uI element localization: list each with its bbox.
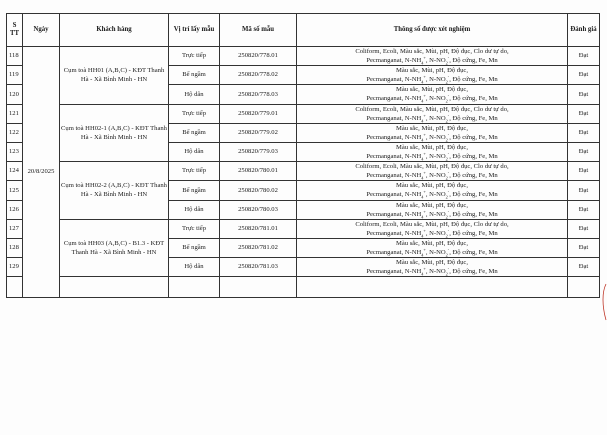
sample-code: 250820/781.01: [220, 219, 297, 238]
tested-parameters: [297, 219, 568, 238]
rating: Đạt: [568, 66, 600, 85]
rating: Đạt: [568, 85, 600, 104]
rating: Đạt: [568, 123, 600, 142]
tested-parameters: [297, 47, 568, 66]
tests-line-2: Pecmanganat, $N-NH_4^+$, $N-NO_2^-$, Độ cứng, Fe, Mn: [366, 246, 498, 258]
tests-line-2: Pecmanganat, $N-NH_4^+$, $N-NO_2^-$, Độ cứng, Fe, Mn: [366, 227, 498, 239]
customer-name: Cụm toà HH02-2 (A,B,C) - KĐT Thanh Hà - Xã Bình Minh - HN: [60, 162, 169, 220]
rating: Đạt: [568, 162, 600, 181]
sample-location: Bể ngầm: [169, 238, 220, 257]
tested-parameters: [297, 123, 568, 142]
sample-code: 250820/779.03: [220, 142, 297, 161]
table-header-row: [7, 14, 600, 47]
tests-line-2: Pecmanganat, $N-NH_4^+$, $N-NO_2^-$, Độ cứng, Fe, Mn: [366, 150, 498, 162]
sample-code: 250820/779.02: [220, 123, 297, 142]
tests-line-1: Màu sắc, Mùi, pH, Độ đục,: [396, 259, 468, 267]
blank-cell: [297, 277, 568, 298]
rating: Đạt: [568, 238, 600, 257]
customer-name: Cụm toà HH02-1 (A,B,C) - KĐT Thanh Hà - Xã Bình Minh - HN: [60, 104, 169, 162]
tests-line-1: Màu sắc, Mùi, pH, Độ đục,: [396, 86, 468, 94]
rating: Đạt: [568, 219, 600, 238]
sample-location: Bể ngầm: [169, 123, 220, 142]
tests-line-2: Pecmanganat, $N-NH_4^+$, $N-NO_2^-$, Độ cứng, Fe, Mn: [366, 93, 498, 104]
table-row: [7, 47, 600, 66]
blank-cell: [568, 277, 600, 298]
sample-location: Trực tiếp: [169, 219, 220, 238]
tests-line-1: Màu sắc, Mùi, pH, Độ đục,: [396, 239, 468, 247]
sample-code: 250820/780.02: [220, 181, 297, 200]
row-stt: 129: [7, 258, 23, 277]
sample-date: 20/8/2025: [23, 47, 60, 298]
tests-line-2: Pecmanganat, $N-NH_4^+$, $N-NO_2^-$, Độ cứng, Fe, Mn: [366, 131, 498, 143]
row-stt: 123: [7, 142, 23, 161]
tests-line-1: Màu sắc, Mùi, pH, Độ đục,: [396, 201, 468, 209]
row-stt: 118: [7, 47, 23, 66]
blank-row: [7, 277, 600, 298]
row-stt: 128: [7, 238, 23, 257]
sample-location: Trực tiếp: [169, 47, 220, 66]
rating: Đạt: [568, 47, 600, 66]
table-row: [7, 219, 600, 238]
tests-line-1: Màu sắc, Mùi, pH, Độ đục,: [396, 67, 468, 75]
tests-line-2: Pecmanganat, $N-NH_4^+$, $N-NO_2^-$, Độ cứng, Fe, Mn: [366, 112, 498, 123]
tested-parameters: [297, 200, 568, 219]
header-rating: Đánh giá: [568, 14, 600, 47]
table-row: [7, 104, 600, 123]
sample-location: Bể ngầm: [169, 181, 220, 200]
tested-parameters: [297, 181, 568, 200]
rating: Đạt: [568, 142, 600, 161]
tested-parameters: [297, 238, 568, 257]
sample-code: 250820/781.03: [220, 258, 297, 277]
tests-line-1: Màu sắc, Mùi, pH, Độ đục,: [396, 124, 468, 132]
header-location: Vị trí lấy mẫu: [169, 14, 220, 47]
header-customer: Khách hàng: [60, 14, 169, 47]
tests-line-1: Coliform, Ecoli, Màu sắc, Mùi, pH, Độ đục, Clo dư tự do,: [355, 163, 509, 171]
tested-parameters: [297, 162, 568, 181]
table-row: [7, 162, 600, 181]
tests-line-2: Pecmanganat, $N-NH_4^+$, $N-NO_2^-$, Độ cứng, Fe, Mn: [366, 54, 498, 66]
tests-line-1: Coliform, Ecoli, Màu sắc, Mùi, pH, Độ đục, Clo dư tự do,: [355, 48, 509, 56]
sample-location: Hộ dân: [169, 258, 220, 277]
tests-line-2: Pecmanganat, $N-NH_4^+$, $N-NO_2^-$, Độ cứng, Fe, Mn: [366, 265, 498, 277]
sample-code: 250820/778.02: [220, 66, 297, 85]
sample-location: Bể ngầm: [169, 66, 220, 85]
sample-location: Trực tiếp: [169, 162, 220, 181]
row-stt: 120: [7, 85, 23, 104]
sample-location: Hộ dân: [169, 85, 220, 104]
row-stt: 126: [7, 200, 23, 219]
row-stt: 121: [7, 104, 23, 123]
row-stt: 124: [7, 162, 23, 181]
blank-cell: [220, 277, 297, 298]
tests-line-1: Coliform, Ecoli, Màu sắc, Mùi, pH, Độ đục, Clo dư tự do,: [355, 220, 509, 228]
row-stt: 127: [7, 219, 23, 238]
sample-location: Hộ dân: [169, 142, 220, 161]
tested-parameters: [297, 258, 568, 277]
sample-location: Hộ dân: [169, 200, 220, 219]
sample-code: 250820/778.03: [220, 85, 297, 104]
header-stt: S TT: [7, 14, 23, 47]
sample-code: 250820/781.02: [220, 238, 297, 257]
blank-cell: [60, 277, 169, 298]
tests-line-1: Màu sắc, Mùi, pH, Độ đục,: [396, 182, 468, 190]
rating: Đạt: [568, 181, 600, 200]
blank-cell: [7, 277, 23, 298]
customer-name: Cụm toà HH03 (A,B,C) - B1.3 - KĐT Thanh Hà - Xã Bình Minh - HN: [60, 219, 169, 277]
test-results-table: [6, 13, 600, 298]
row-stt: 125: [7, 181, 23, 200]
blank-cell: [169, 277, 220, 298]
tested-parameters: [297, 85, 568, 104]
tests-line-2: Pecmanganat, $N-NH_4^+$, $N-NO_2^-$, Độ cứng, Fe, Mn: [366, 170, 498, 181]
tested-parameters: [297, 104, 568, 123]
tests-line-2: Pecmanganat, $N-NH_4^+$, $N-NO_2^-$, Độ cứng, Fe, Mn: [366, 189, 498, 200]
sample-code: 250820/780.01: [220, 162, 297, 181]
sample-location: Trực tiếp: [169, 104, 220, 123]
customer-name: Cụm toà HH01 (A,B,C) - KĐT Thanh Hà - Xã Bình Minh - HN: [60, 47, 169, 105]
row-stt: 122: [7, 123, 23, 142]
tests-line-2: Pecmanganat, $N-NH_4^+$, $N-NO_2^-$, Độ cứng, Fe, Mn: [366, 74, 498, 85]
rating: Đạt: [568, 104, 600, 123]
header-tests: Thông số được xét nghiệm: [297, 14, 568, 47]
tested-parameters: [297, 66, 568, 85]
sample-code: 250820/778.01: [220, 47, 297, 66]
tests-line-1: Màu sắc, Mùi, pH, Độ đục,: [396, 144, 468, 152]
sample-code: 250820/780.03: [220, 200, 297, 219]
sample-code: 250820/779.01: [220, 104, 297, 123]
tests-line-1: Coliform, Ecoli, Màu sắc, Mùi, pH, Độ đục, Clo dư tự do,: [355, 105, 509, 113]
rating: Đạt: [568, 200, 600, 219]
rating: Đạt: [568, 258, 600, 277]
header-date: Ngày: [23, 14, 60, 47]
row-stt: 119: [7, 66, 23, 85]
margin-mark: [601, 282, 607, 322]
header-sample-code: Mã số mẫu: [220, 14, 297, 47]
tested-parameters: [297, 142, 568, 161]
tests-line-2: Pecmanganat, $N-NH_4^+$, $N-NO_2^-$, Độ cứng, Fe, Mn: [366, 208, 498, 219]
